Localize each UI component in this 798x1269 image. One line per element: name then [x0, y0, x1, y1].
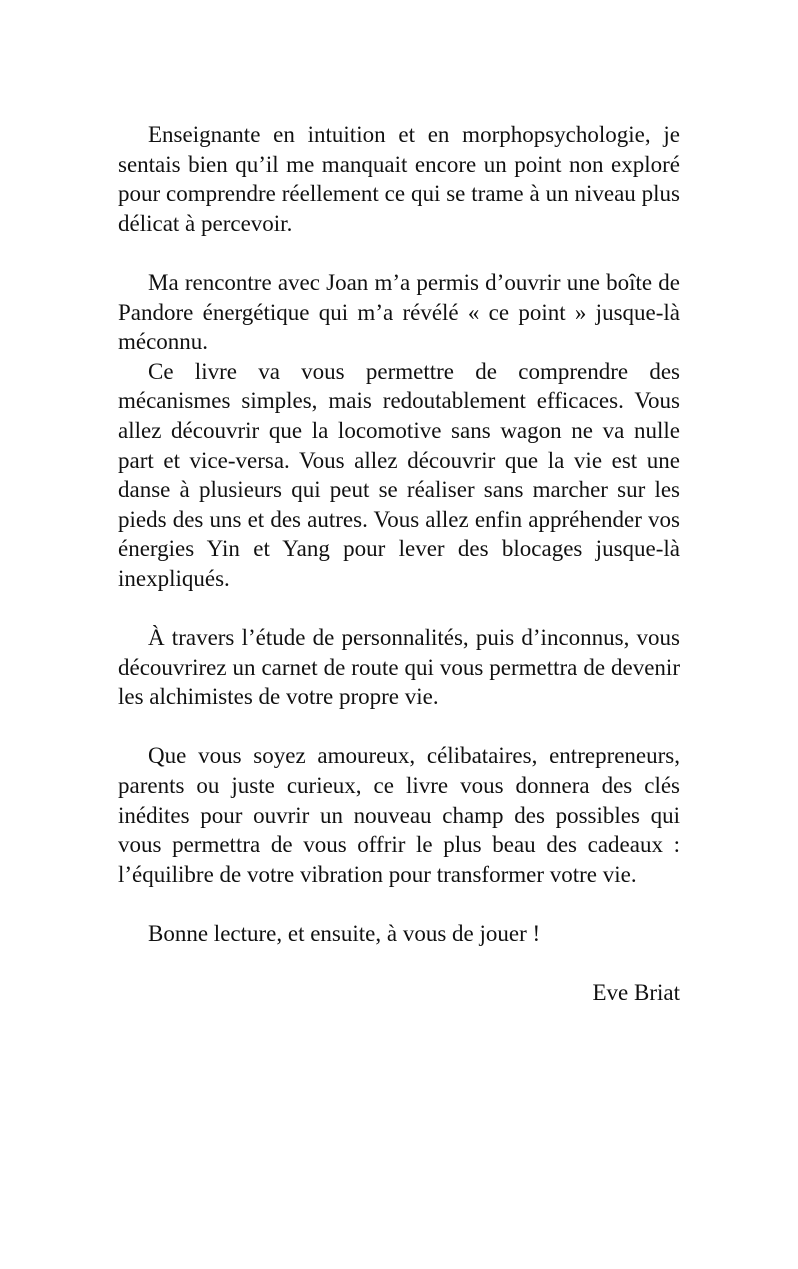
paragraph-audience: Que vous soyez amoureux, célibataires, entrepreneurs, parents ou juste curieux, ce livre vous donnera des clés inédites pour ouvrir un nouveau champ des possibles qui vous permettra de vous offrir le plus beau des cadeaux : l’équilibre de votre vibration pour transformer votre vie. [118, 743, 680, 887]
paragraph-intro: Enseignante en intuition et en morphopsychologie, je sentais bien qu’il me manquait encore un point non exploré pour comprendre réellement ce qui se trame à un niveau plus délicat à percevoir. [118, 122, 680, 236]
paragraph-spacer [118, 238, 680, 268]
paragraph-spacer [118, 712, 680, 742]
paragraph-book-purpose: Ce livre va vous permettre de comprendre des mécanismes simples, mais redoutablement efficaces. Vous allez découvrir que la locomotive sans wagon ne va nulle part et vice-versa. Vous allez découvrir que la vie est une danse à plusieurs qui peut se réaliser sans marcher sur les pieds des uns et des autres. Vous allez enfin appréhender vos énergies Yin et Yang pour lever des blocages jusque-là inexpliqués. [118, 358, 680, 591]
paragraph-spacer [118, 949, 680, 979]
document-page [118, 120, 680, 1008]
paragraph-spacer [118, 889, 680, 919]
paragraph-meeting: Ma rencontre avec Joan m’a permis d’ouvrir une boîte de Pandore énergétique qui m’a révélé « ce point » jusque-là méconnu. [118, 269, 680, 355]
paragraph-personalities: À travers l’étude de personnalités, puis d’inconnus, vous découvrirez un carnet de route qui vous permettra de devenir les alchimistes de votre propre vie. [118, 625, 680, 710]
author-signature: Eve Briat [592, 980, 680, 1006]
paragraph-spacer [118, 594, 680, 624]
paragraph-closing: Bonne lecture, et ensuite, à vous de jouer ! [148, 921, 541, 947]
